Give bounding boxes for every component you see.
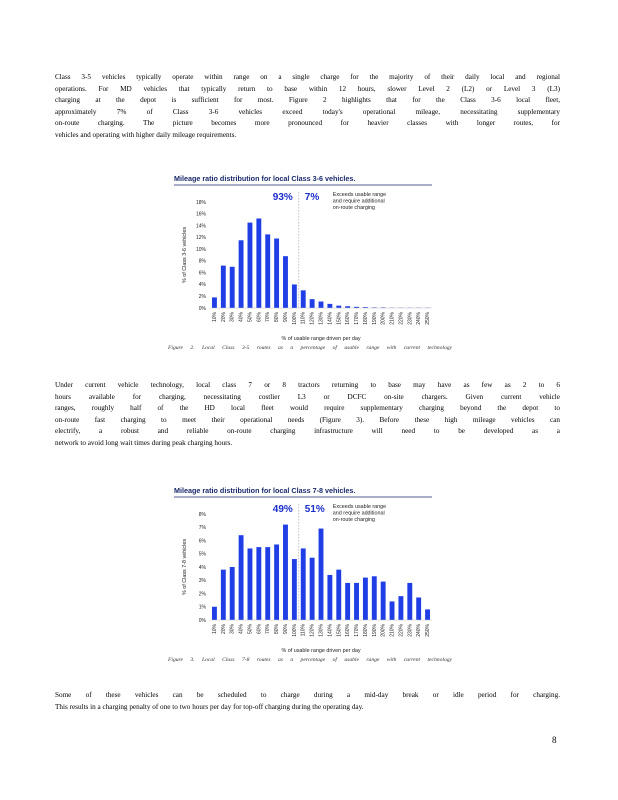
text-line: on-route fast charging to meet their operational needs (Figure 3). Before these high mileage vehicles can	[55, 415, 560, 424]
bar	[239, 240, 244, 308]
x-tick-label: 140%	[327, 312, 334, 325]
bar	[248, 223, 253, 308]
y-tick-label: 14%	[195, 223, 206, 230]
chart-class-7-8	[170, 484, 450, 654]
x-tick-label: 180%	[362, 312, 369, 325]
pct-within-range: 93%	[272, 192, 293, 203]
x-tick-label: 140%	[327, 624, 334, 637]
x-tick-label: 120%	[309, 624, 316, 637]
bar	[363, 578, 368, 620]
y-tick-label: 2%	[198, 591, 206, 598]
x-tick-label: 30%	[229, 312, 236, 323]
x-tick-label: 60%	[256, 312, 263, 323]
y-tick-label: 8%	[198, 258, 206, 265]
x-tick-label: 160%	[345, 312, 352, 325]
y-axis-label: % of Class 3-6 vehicles	[182, 226, 188, 284]
y-tick-label: 7%	[198, 525, 206, 532]
bar	[301, 548, 306, 620]
figure-caption-3: Figure 3. Local Class 7-8 routes as a percentage of usable range with current technology	[167, 657, 453, 663]
y-tick-label: 8%	[198, 511, 206, 518]
bar	[425, 609, 430, 620]
bar	[230, 567, 235, 620]
bar	[256, 218, 261, 308]
text-line: This results in a charging penalty of one to two hours per day for top-off charging during the operating day.	[55, 702, 364, 711]
bar	[301, 290, 306, 308]
bar	[336, 570, 341, 620]
y-tick-label: 6%	[198, 270, 206, 277]
x-tick-label: 240%	[416, 312, 423, 325]
text-line: operations. For MD vehicles that typically return to base within 12 hours, slower Level 2 (L2) or Level 3 (L3)	[55, 84, 560, 93]
bar	[398, 596, 403, 620]
x-tick-label: 150%	[336, 624, 343, 637]
text-line: electrify, a robust and reliable on-route charging infrastructure will need to be developed as a	[55, 427, 560, 436]
x-tick-label: 10%	[211, 624, 218, 635]
annotation-text: on-route charging	[332, 517, 376, 523]
bar	[212, 297, 217, 308]
bar	[319, 302, 324, 308]
text-line: Some of these vehicles can be scheduled to charge during a mid-day break or idle period for charging.	[55, 691, 560, 699]
text-line: on-route charging. The picture becomes more pronounced for heavier classes with longer routes, for	[55, 119, 560, 128]
y-tick-label: 2%	[198, 294, 206, 301]
x-tick-label: 20%	[220, 312, 227, 323]
x-tick-label: 80%	[274, 312, 281, 323]
bar	[345, 306, 350, 308]
x-tick-label: 160%	[345, 624, 352, 637]
annotation-text: and require additional	[332, 198, 385, 205]
x-tick-label: 80%	[274, 624, 281, 635]
text-line: hours available for charging, necessitating costlier L3 or DCFC on-site chargers. Given current vehicle	[55, 392, 560, 401]
bar	[212, 607, 217, 620]
x-tick-label: 100%	[291, 312, 298, 325]
x-tick-label: 130%	[318, 312, 325, 325]
bar	[239, 535, 244, 620]
x-tick-label: 230%	[407, 312, 414, 325]
x-tick-label: 190%	[371, 624, 378, 637]
y-tick-label: 10%	[195, 246, 206, 253]
bar	[283, 256, 288, 308]
x-tick-label: 210%	[389, 312, 396, 325]
text-line: vehicles and operating with higher daily mileage requirements.	[55, 130, 237, 139]
bar	[274, 239, 279, 308]
pct-exceeds-range: 7%	[304, 192, 320, 203]
chart-title: Mileage ratio distribution for local Class 3-6 vehicles.	[174, 174, 356, 183]
y-tick-label: 12%	[195, 235, 206, 242]
bar	[265, 234, 270, 308]
x-tick-label: 230%	[407, 624, 414, 637]
bar	[274, 544, 279, 620]
chart-title: Mileage ratio distribution for local Class 7-8 vehicles.	[174, 486, 356, 495]
y-tick-label: 4%	[198, 282, 206, 289]
x-tick-label: 220%	[398, 624, 405, 637]
text-line: Under current vehicle technology, local class 7 or 8 tractors returning to base may have as few as 2 to 6	[55, 381, 560, 389]
annotation-text: Exceeds usable range	[332, 504, 387, 510]
text-line: Class 3-5 vehicles typically operate within range on a single charge for the majority of their daily local and regional	[55, 73, 560, 81]
x-tick-label: 210%	[389, 624, 396, 637]
annotation-text: Exceeds usable range	[332, 192, 387, 198]
x-tick-label: 90%	[282, 312, 289, 323]
bar	[292, 284, 297, 308]
x-tick-label: 250%	[425, 624, 432, 637]
paragraph-3	[55, 690, 560, 713]
bar	[292, 559, 297, 620]
x-tick-label: 190%	[371, 312, 378, 325]
y-tick-label: 18%	[195, 199, 206, 206]
chart-svg	[170, 484, 450, 654]
bar	[319, 529, 324, 620]
y-tick-label: 3%	[198, 578, 206, 585]
annotation-text: and require additional	[332, 510, 385, 517]
pct-within-range: 49%	[272, 504, 293, 515]
annotation-text: on-route charging	[332, 205, 376, 211]
bar	[390, 601, 395, 620]
y-axis-label: % of Class 7-8 vehicles	[182, 538, 188, 596]
bar	[327, 304, 332, 308]
x-tick-label: 90%	[282, 624, 289, 635]
chart-svg	[170, 172, 450, 342]
x-tick-label: 60%	[256, 624, 263, 635]
bar	[372, 576, 377, 620]
page-number: 8	[552, 735, 557, 745]
x-tick-label: 70%	[265, 624, 272, 635]
bar	[345, 583, 350, 620]
y-tick-label: 6%	[198, 538, 206, 545]
x-tick-label: 180%	[362, 624, 369, 637]
x-tick-label: 200%	[380, 312, 387, 325]
x-tick-label: 240%	[416, 624, 423, 637]
bar	[265, 547, 270, 620]
x-tick-label: 10%	[211, 312, 218, 323]
y-tick-label: 16%	[195, 211, 206, 218]
bar	[310, 558, 315, 620]
y-tick-label: 4%	[198, 564, 206, 571]
x-tick-label: 220%	[398, 312, 405, 325]
x-tick-label: 100%	[291, 624, 298, 637]
x-tick-label: 170%	[354, 624, 361, 637]
y-tick-label: 0%	[198, 617, 206, 624]
y-tick-label: 1%	[198, 604, 206, 611]
x-tick-label: 40%	[238, 624, 245, 635]
text-line: charging at the depot is sufficient for most. Figure 2 highlights that for the Class 3-6 local fleet,	[55, 96, 560, 105]
paragraph-1	[55, 72, 560, 142]
y-tick-label: 0%	[198, 305, 206, 312]
bar	[336, 306, 341, 308]
x-tick-label: 40%	[238, 312, 245, 323]
x-tick-label: 70%	[265, 312, 272, 323]
paragraph-2	[55, 380, 560, 450]
x-tick-label: 30%	[229, 624, 236, 635]
bar	[416, 597, 421, 620]
bar	[354, 583, 359, 620]
text-line: ranges, roughly half of the HD local fleet would require supplementary charging beyond the depot to	[55, 404, 560, 413]
x-axis-label: % of usable range driven per day	[281, 336, 361, 342]
bar	[221, 266, 226, 308]
chart-class-3-6	[170, 172, 450, 342]
x-tick-label: 110%	[300, 624, 307, 637]
x-tick-label: 150%	[336, 312, 343, 325]
x-tick-label: 120%	[309, 312, 316, 325]
pct-exceeds-range: 51%	[304, 504, 325, 515]
x-tick-label: 170%	[354, 312, 361, 325]
bar	[310, 299, 315, 308]
y-tick-label: 5%	[198, 551, 206, 558]
bar	[283, 525, 288, 620]
figure-caption-2: Figure 2. Local Class 3-5 routes as a percentage of usable range with current technology	[167, 345, 453, 351]
x-tick-label: 110%	[300, 312, 307, 325]
x-tick-label: 50%	[247, 312, 254, 323]
bar	[230, 267, 235, 308]
x-tick-label: 20%	[220, 624, 227, 635]
bar	[221, 570, 226, 620]
bar	[248, 548, 253, 620]
text-line: network to avoid long wait times during peak charging hours.	[55, 438, 233, 447]
x-tick-label: 250%	[425, 312, 432, 325]
bar	[381, 582, 386, 620]
x-tick-label: 50%	[247, 624, 254, 635]
bar	[327, 575, 332, 620]
bar	[256, 547, 261, 620]
x-axis-label: % of usable range driven per day	[281, 648, 361, 654]
bar	[407, 583, 412, 620]
x-tick-label: 200%	[380, 624, 387, 637]
x-tick-label: 130%	[318, 624, 325, 637]
text-line: approximately 7% of Class 3-6 vehicles exceed today's operational mileage, necessitating supplementary	[55, 107, 560, 116]
